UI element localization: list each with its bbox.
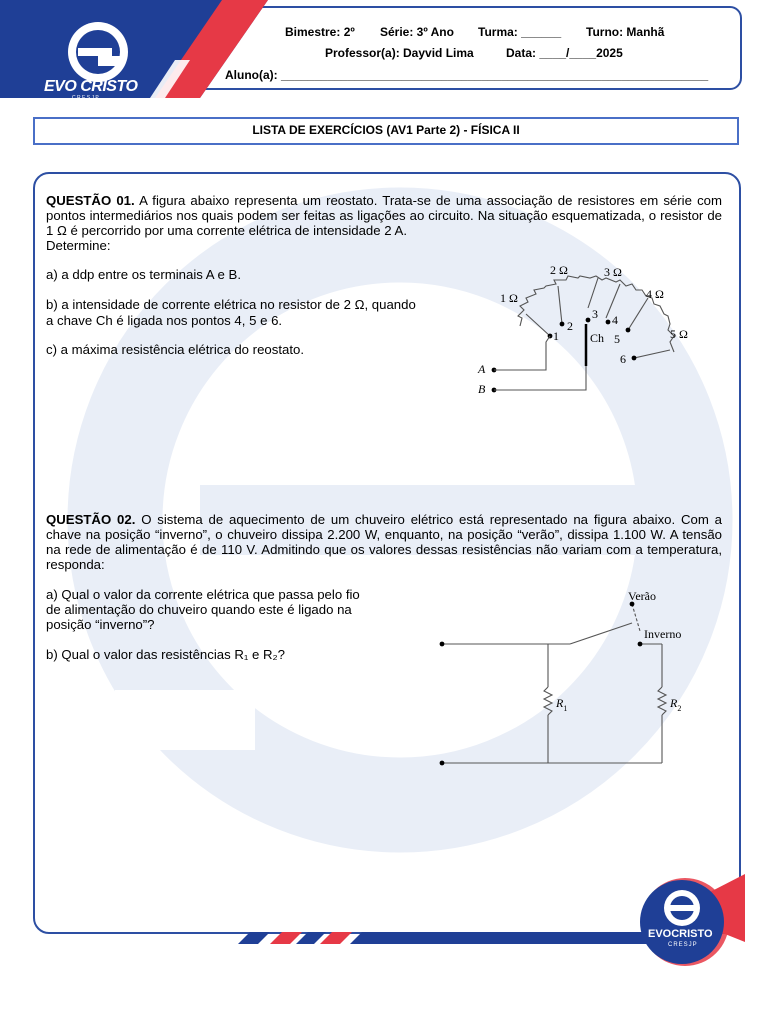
footer-logo-subtext: CRESJP [668,942,698,948]
question-1-item-a: a) a ddp entre os terminais A e B. [46,267,241,282]
contact-label-6: 6 [620,352,626,366]
contact-label-2: 2 [567,319,573,333]
logo-text: EVO CRISTO [44,78,138,95]
header-data: Data: ____/____2025 [506,46,623,60]
question-1-item-c: c) a máxima resistência elétrica do reostato. [46,342,304,357]
question-1-label: QUESTÃO 01. [46,193,135,208]
rheostat-figure [470,258,710,408]
footer-logo-text: EVOCRISTO [648,928,713,940]
question-2-item-a-line1: a) Qual o valor da corrente elétrica que passa pelo fio [46,587,360,602]
question-2-item-a-line3: posição “inverno”? [46,617,155,632]
switch-position-inverno: Inverno [644,627,682,641]
question-2-item-b: b) Qual o valor das resistências R₁ e R₂? [46,647,285,662]
question-1-statement [46,193,722,238]
question-1-item-b-line1: b) a intensidade de corrente elétrica no resistor de 2 Ω, quando [46,297,416,312]
resistor-r2-label: $R_2$ [670,696,682,713]
question-2-text: O sistema de aquecimento de um chuveiro elétrico está representado na figura abaixo. Com a chave na posição “inverno”, o chuveiro dissipa 2.200 W, enquanto, na posição “verão”, dissipa 1.100 W. A tensão na rede de alimentação é de 110 V. Admitindo que os valores dessas resistências não variam com a temperatura, responda: [46,512,722,572]
terminal-label-a: A [478,362,486,376]
header-turma: Turma: ______ [478,25,562,39]
question-2-statement [46,512,722,572]
resistor-label-1: 1 Ω [500,291,518,305]
header-serie: Série: 3º Ano [380,25,454,39]
resistor-label-3: 3 Ω [604,265,622,279]
contact-label-4: 4 [612,313,618,327]
logo-subtext: C R E S J P [72,95,99,101]
resistor-label-5: 5 Ω [670,327,688,341]
header-professor: Professor(a): Dayvid Lima [325,46,474,60]
terminal-label-b: B [478,382,486,396]
header-bimestre: Bimestre: 2º [285,25,355,39]
shower-circuit-figure [430,585,710,775]
question-2-label: QUESTÃO 02. [46,512,136,527]
footer-logo [630,872,750,972]
contact-label-1: 1 [553,329,559,343]
resistor-label-2: 2 Ω [550,263,568,277]
contact-label-3: 3 [592,307,598,321]
page-title: LISTA DE EXERCÍCIOS (AV1 Parte 2) - FÍSICA II [33,117,739,145]
header-turno: Turno: Manhã [586,25,665,39]
resistor-label-4: 4 Ω [646,287,664,301]
question-1-text: A figura abaixo representa um reostato. Trata-se de uma associação de resistores em série com pontos intermediários nos quais podem ser feitas as ligações ao circuito. Na situação esquematizada, o resistor de 1 Ω é percorrido por uma corrente elétrica de intensidade 2 A. [46,193,722,238]
contact-label-5: 5 [614,332,620,346]
question-2-item-a-line2: de alimentação do chuveiro quando este é ligado na [46,602,352,617]
resistor-r1-label: $R_1$ [556,696,568,713]
switch-position-verao: Verão [628,589,656,603]
question-1-item-b-line2: a chave Ch é ligada nos pontos 4, 5 e 6. [46,313,283,328]
header-aluno: Aluno(a): ________________________________________________________________ [225,68,709,82]
question-1-determine: Determine: [46,238,111,253]
switch-label-ch: Ch [590,331,605,345]
